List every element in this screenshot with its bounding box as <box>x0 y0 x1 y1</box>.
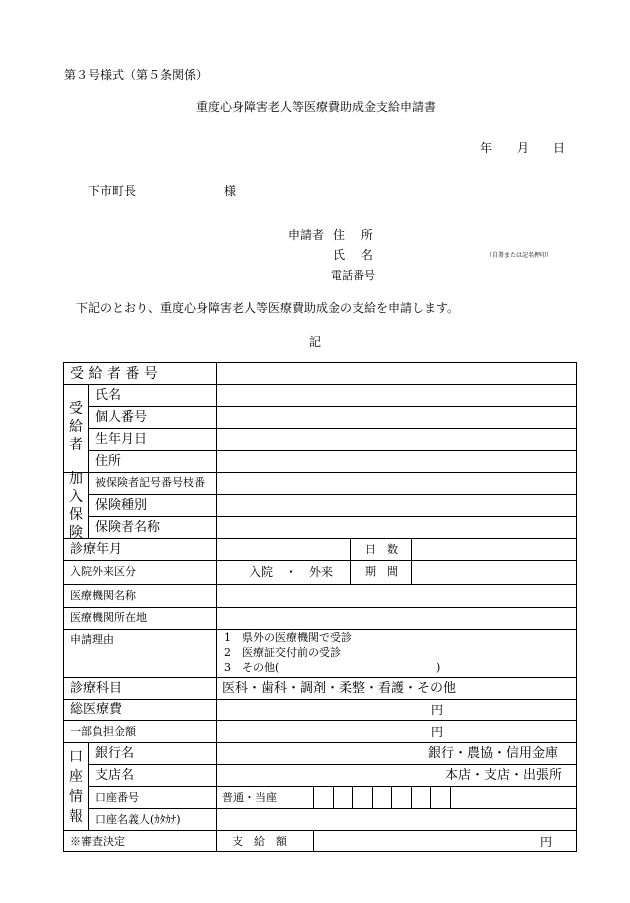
signature-note: （自署または記名押印） <box>486 252 553 259</box>
department-label: 診療科目 <box>70 681 123 696</box>
branch-name-label: 支店名 <box>95 768 135 783</box>
bank-type-options: 銀行・農協・信用金庫 <box>428 746 559 761</box>
treatment-month-label: 診療年月 <box>70 542 123 557</box>
name-field-label: 氏名 <box>95 388 122 403</box>
birthdate-label: 生年月日 <box>95 432 148 447</box>
days-label: 日 数 <box>365 543 398 556</box>
address-label: 住 所 <box>333 228 373 242</box>
institution-name-label: 医療機関名称 <box>70 589 136 602</box>
ki-label: 記 <box>309 335 322 349</box>
review-label: ※審査決定 <box>70 835 125 848</box>
reason-label: 申請理由 <box>70 633 114 646</box>
payment-yen: 円 <box>540 835 553 849</box>
copay-yen: 円 <box>431 725 444 739</box>
bank-name-label: 銀行名 <box>95 746 135 761</box>
form-title: 重度心身障害老人等医療費助成金支給申請書 <box>196 100 437 114</box>
honorific: 様 <box>224 184 237 198</box>
intro-text: 下記のとおり、重度心身障害老人等医療費助成金の支給を申請します。 <box>76 301 460 315</box>
total-cost-label: 総医療費 <box>70 702 123 717</box>
account-number-label: 口座番号 <box>95 791 139 804</box>
form-number: 第３号様式（第５条関係） <box>64 68 209 82</box>
applicant-label: 申請者 <box>288 228 325 242</box>
insurance-group-label: 加 入 保 険 <box>69 471 83 541</box>
reason-1: 1 県外の医療機関で受診 <box>224 631 352 644</box>
recipient-group-label: 受 給 者 <box>69 401 83 453</box>
insurer-name-label: 保険者名称 <box>95 520 161 535</box>
insurance-type-label: 保険種別 <box>95 498 148 513</box>
inout-value: 入院 ・ 外来 <box>249 565 334 579</box>
name-label: 氏 名 <box>333 248 373 262</box>
inout-label: 入院外来区分 <box>70 565 136 578</box>
institution-address-label: 医療機関所在地 <box>70 611 147 624</box>
personal-number-label: 個人番号 <box>95 410 148 425</box>
account-group-label: 口 座 情 報 <box>69 749 83 825</box>
address-field-label: 住所 <box>95 454 122 469</box>
date-month: 月 <box>517 141 530 155</box>
reason-3-close: ) <box>436 661 441 674</box>
insured-number-label: 被保険者記号番号枝番 <box>95 476 205 489</box>
phone-label: 電話番号 <box>331 269 375 282</box>
reason-2: 2 医療証交付前の受診 <box>224 646 341 659</box>
account-holder-label: 口座名義人(ｶﾀｶﾅ) <box>95 813 181 826</box>
addressee: 下市町長 <box>88 184 137 198</box>
period-label: 期 間 <box>365 565 398 578</box>
branch-type-options: 本店・支店・出張所 <box>445 768 563 783</box>
account-type-options: 普通・当座 <box>222 791 277 804</box>
copay-label: 一部負担金額 <box>70 725 136 738</box>
date-year: 年 <box>480 141 493 155</box>
payment-amount-label: 支 給 額 <box>232 835 287 848</box>
date-day: 日 <box>553 141 566 155</box>
recipient-number-label: 受 給 者 番 号 <box>70 366 158 382</box>
total-cost-yen: 円 <box>431 703 444 717</box>
department-value: 医科・歯科・調剤・柔整・看護・その他 <box>222 681 457 696</box>
reason-3: 3 その他( <box>224 661 280 674</box>
